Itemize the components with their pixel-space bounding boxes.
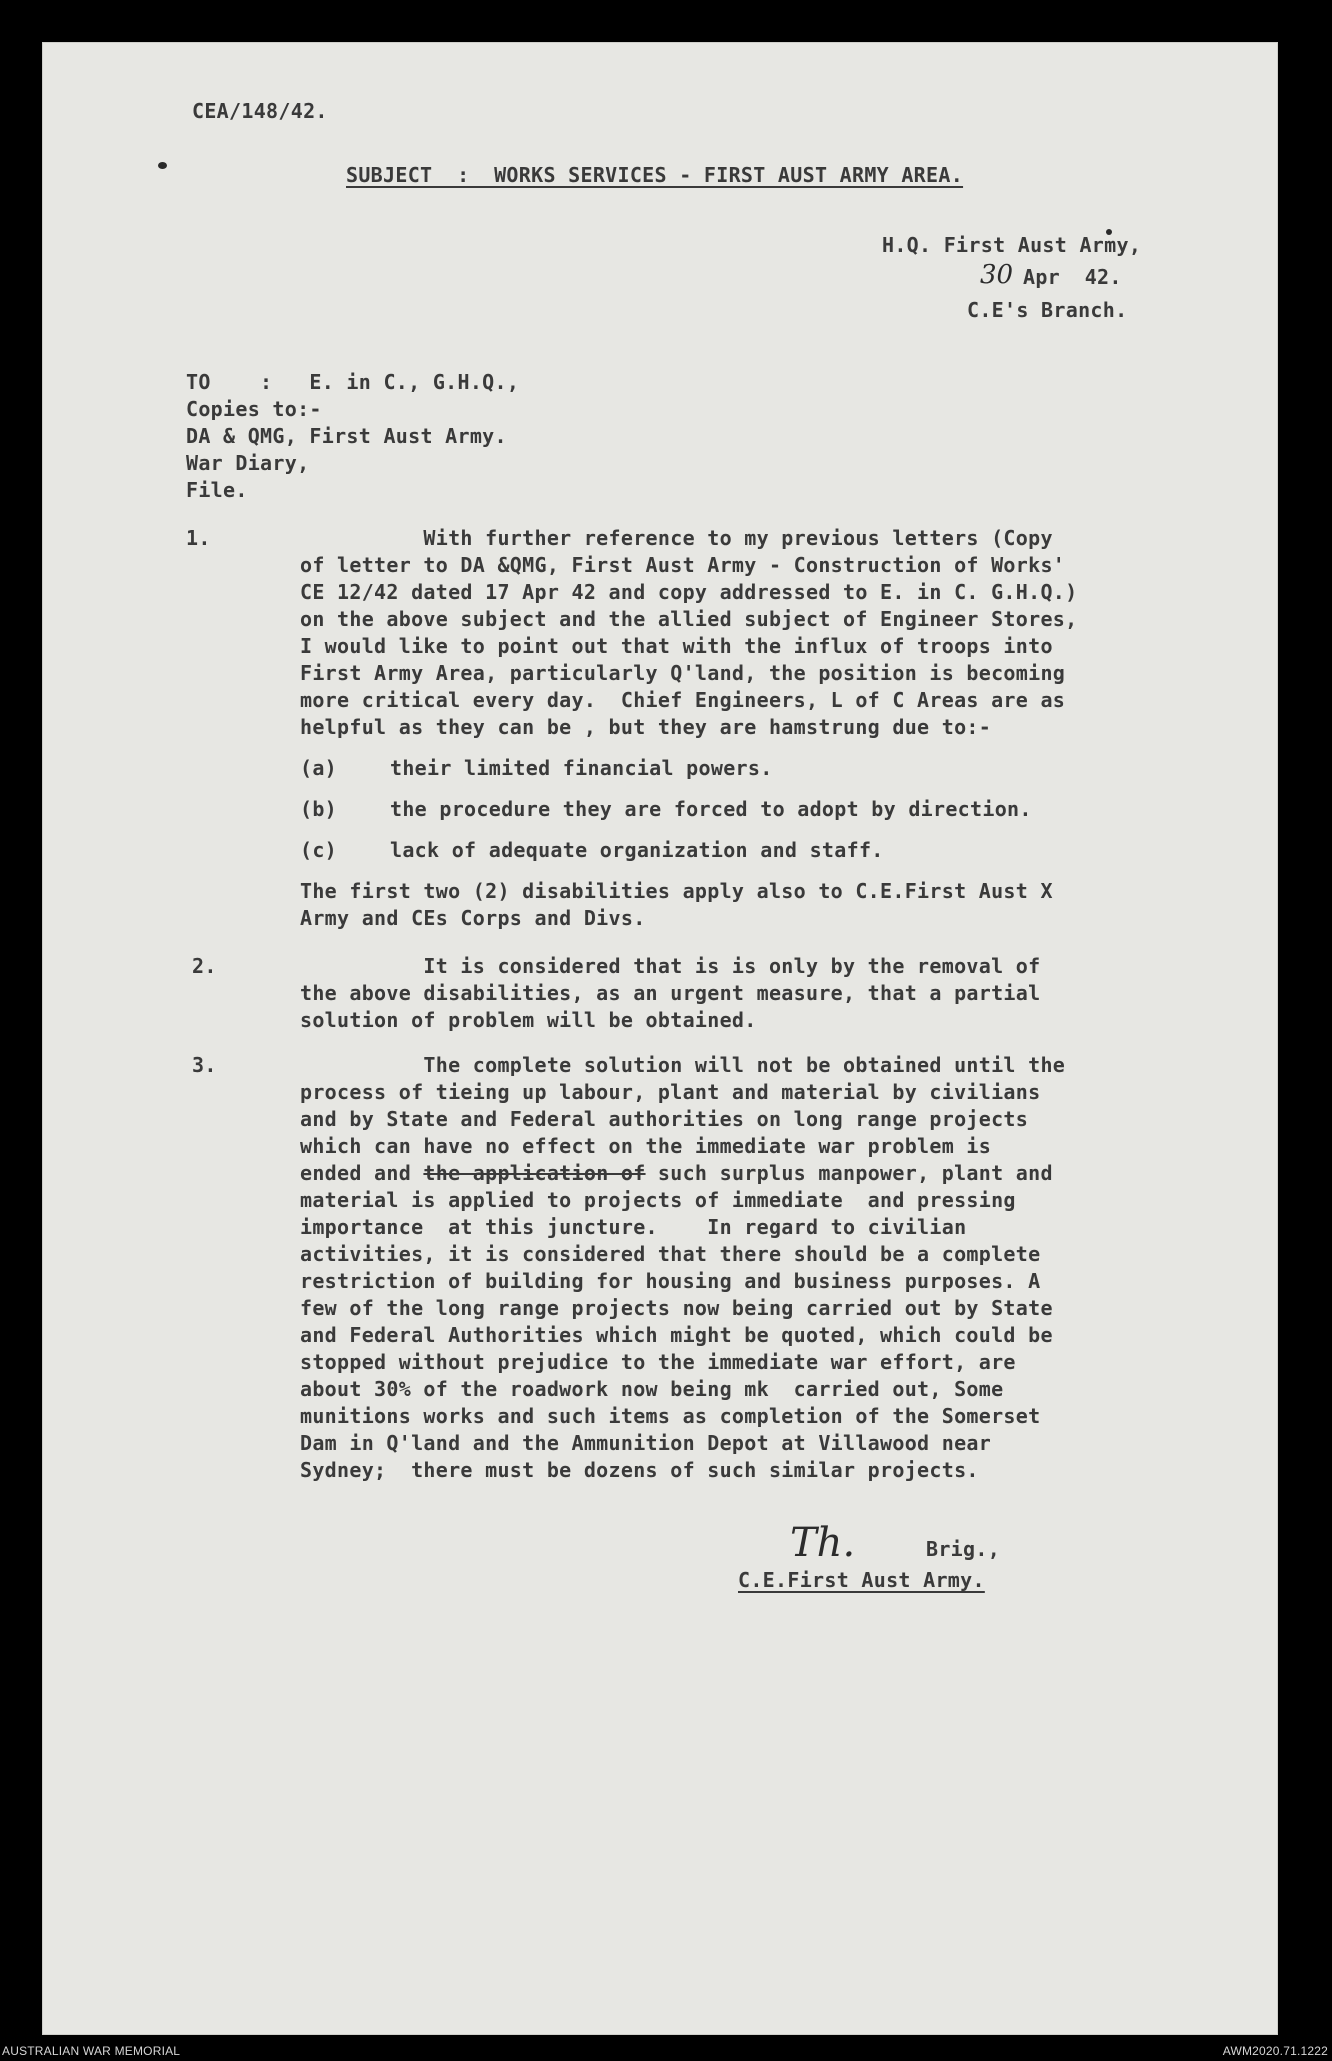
to-line: TO : E. in C., G.H.Q., bbox=[186, 370, 520, 394]
hq-line: H.Q. First Aust Army, bbox=[882, 233, 1142, 257]
handwritten-date-day: 30 bbox=[980, 260, 1014, 290]
para3-line: importance at this juncture. In regard to civilian bbox=[300, 1215, 967, 1239]
text-after-strike: such surplus manpower, plant and bbox=[645, 1161, 1053, 1185]
para2-line: solution of problem will be obtained. bbox=[300, 1008, 757, 1032]
footer-institution: AUSTRALIAN WAR MEMORIAL bbox=[2, 2044, 181, 2058]
list-item-label: (c) bbox=[300, 838, 338, 862]
subject-line: SUBJECT : WORKS SERVICES - FIRST AUST ARMY AREA. bbox=[346, 163, 964, 187]
copy-recipient: War Diary, bbox=[186, 451, 310, 475]
para2-line: It is considered that is is only by the removal of bbox=[300, 954, 1041, 978]
handwritten-initials: Th. bbox=[790, 1520, 856, 1566]
para1-line: of letter to DA &QMG, First Aust Army - Construction of Works' bbox=[300, 553, 1066, 577]
para1-after-line: The first two (2) disabilities apply also to C.E.First Aust X bbox=[300, 879, 1053, 903]
para3-line: material is applied to projects of immediate and pressing bbox=[300, 1188, 1016, 1212]
paragraph-number: 1. bbox=[186, 526, 211, 550]
para3-line: munitions works and such items as completion of the Somerset bbox=[300, 1404, 1041, 1428]
para3-line-struck bbox=[300, 1160, 1053, 1187]
signature-rank: Brig., bbox=[926, 1537, 1001, 1561]
para3-line: which can have no effect on the immediate war problem is bbox=[300, 1134, 992, 1158]
struck-through-text: the application of bbox=[423, 1161, 646, 1185]
list-item-label: (a) bbox=[300, 756, 338, 780]
para3-line: The complete solution will not be obtained until the bbox=[300, 1053, 1066, 1077]
copy-recipient: DA & QMG, First Aust Army. bbox=[186, 424, 507, 448]
list-item-text: the procedure they are forced to adopt by direction. bbox=[390, 797, 1032, 821]
footer-accession-number: AWM2020.71.1222 bbox=[1222, 2044, 1328, 2058]
para2-line: the above disabilities, as an urgent measure, that a partial bbox=[300, 981, 1041, 1005]
list-item-label: (b) bbox=[300, 797, 338, 821]
reference-number: CEA/148/42. bbox=[192, 99, 328, 123]
para3-line: and Federal Authorities which might be quoted, which could be bbox=[300, 1323, 1053, 1347]
para1-line: I would like to point out that with the influx of troops into bbox=[300, 634, 1053, 658]
para3-line: about 30% of the roadwork now being mk carried out, Some bbox=[300, 1377, 1004, 1401]
text-before-strike: ended and bbox=[300, 1161, 424, 1185]
para1-after-line: Army and CEs Corps and Divs. bbox=[300, 906, 646, 930]
para1-line: helpful as they can be , but they are hamstrung due to:- bbox=[300, 715, 992, 739]
para3-line: Dam in Q'land and the Ammunition Depot at Villawood near bbox=[300, 1431, 992, 1455]
para1-line: more critical every day. Chief Engineers, L of C Areas are as bbox=[300, 688, 1066, 712]
list-item-text: lack of adequate organization and staff. bbox=[390, 838, 884, 862]
para3-line: and by State and Federal authorities on long range projects bbox=[300, 1107, 1029, 1131]
document-page bbox=[42, 42, 1278, 2035]
date-month-year: Apr 42. bbox=[1023, 265, 1122, 289]
para1-line: First Army Area, particularly Q'land, the position is becoming bbox=[300, 661, 1066, 685]
para1-line: CE 12/42 dated 17 Apr 42 and copy addressed to E. in C. G.H.Q.) bbox=[300, 580, 1078, 604]
para1-line: With further reference to my previous letters (Copy bbox=[300, 526, 1053, 550]
para3-line: activities, it is considered that there should be a complete bbox=[300, 1242, 1041, 1266]
list-item-text: their limited financial powers. bbox=[390, 756, 773, 780]
para3-line: restriction of building for housing and business purposes. A bbox=[300, 1269, 1041, 1293]
para3-line: process of tieing up labour, plant and material by civilians bbox=[300, 1080, 1041, 1104]
signature-title: C.E.First Aust Army. bbox=[738, 1568, 985, 1592]
para3-line: Sydney; there must be dozens of such similar projects. bbox=[300, 1458, 979, 1482]
para1-line: on the above subject and the allied subject of Engineer Stores, bbox=[300, 607, 1078, 631]
para3-line: few of the long range projects now being carried out by State bbox=[300, 1296, 1053, 1320]
copies-to-label: Copies to:- bbox=[186, 397, 322, 421]
paragraph-number: 2. bbox=[192, 954, 217, 978]
branch-line: C.E's Branch. bbox=[967, 298, 1128, 322]
ink-speck bbox=[158, 162, 167, 169]
para3-line: stopped without prejudice to the immediate war effort, are bbox=[300, 1350, 1016, 1374]
copy-recipient: File. bbox=[186, 478, 248, 502]
paragraph-number: 3. bbox=[192, 1053, 217, 1077]
